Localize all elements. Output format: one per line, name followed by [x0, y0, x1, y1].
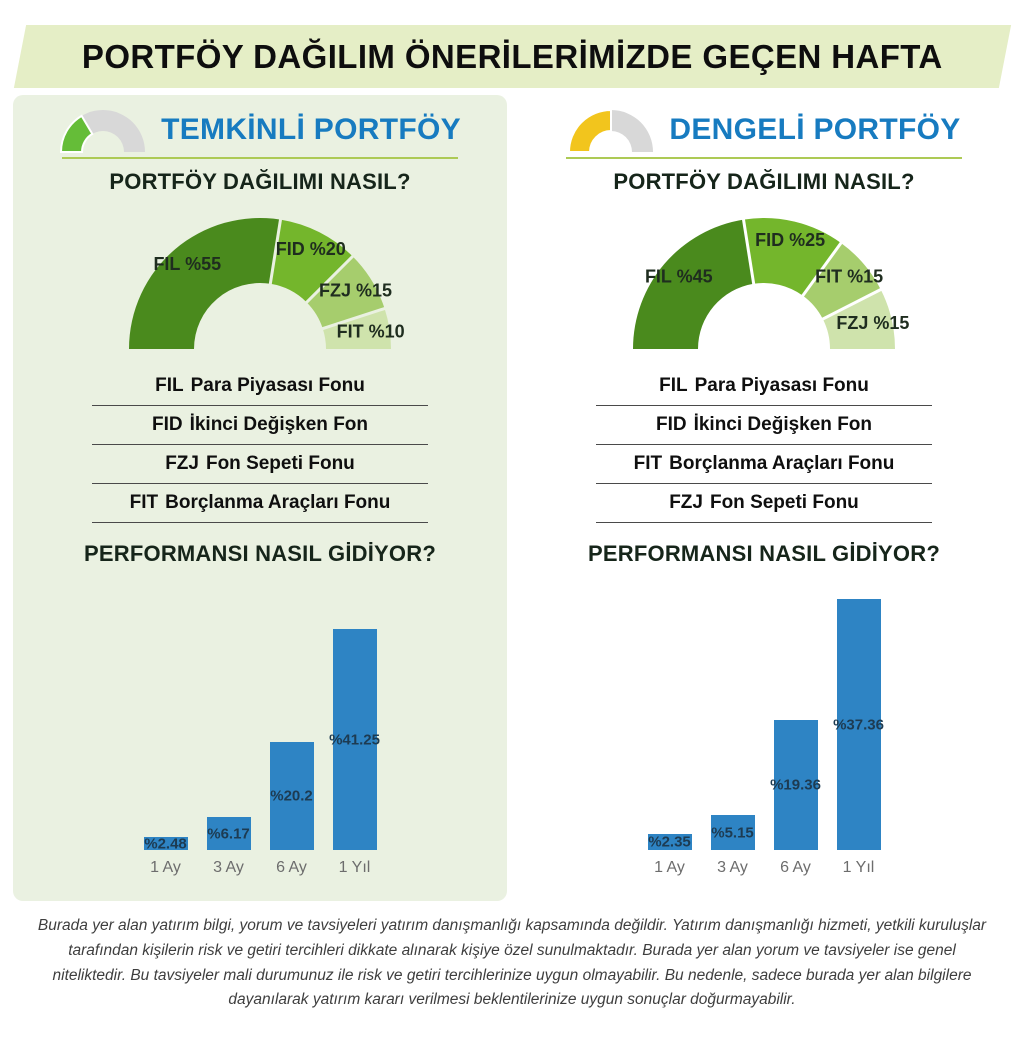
bar-value-label: %20.2 — [270, 787, 313, 805]
donut-segment-label: FZJ %15 — [836, 312, 910, 333]
legend-row-fit — [92, 484, 428, 523]
fund-code: FIL — [155, 375, 184, 396]
bar-6-ay — [270, 742, 314, 850]
axis-tick-label: 6 Ay — [780, 859, 811, 876]
disclaimer-text: Burada yer alan yatırım bilgi, yorum ve tavsiyeleri yatırım danışmanlığı kapsamında değildir. Yatırım danışmanlığı hizmeti, yetkili kuruluşlar tarafından kişilerin risk ve getiri tercihleri dikkate alınarak kişiye özel sunulmaktadır. Burada yer alan yorum ve tavsiyeler ise genel niteliktedir. Bu tavsiyeler mali durumunuz ile risk ve getiri tercihlerinize uygun olmayabilir. Bu nedenle, sadece burada yer alan bilgilere dayanılarak yatırım kararı verilmesi beklentilerinize uygun sonuçlar doğurmayabilir. — [37, 917, 987, 1009]
gauge-value-arc — [569, 110, 611, 152]
bar-1-ay — [648, 834, 692, 850]
fund-code: FIT — [129, 492, 159, 513]
bar-1-yıl — [329, 629, 380, 850]
axis-tick-label: 3 Ay — [717, 859, 748, 876]
donut-chart-temkinli — [100, 207, 420, 357]
donut-chart-dengeli — [604, 207, 924, 357]
fund-name: İkinci Değişken Fon — [189, 414, 369, 435]
donut-segment-label: FID %20 — [275, 239, 346, 260]
bar-value-label: %41.25 — [329, 731, 380, 748]
footer — [0, 914, 1024, 1013]
bar-1-ay — [144, 837, 188, 850]
bar-3-ay — [207, 817, 251, 850]
fund-code: FZJ — [669, 492, 703, 513]
legend-row-fzj — [92, 445, 428, 484]
axis-tick-label: 1 Yıl — [338, 859, 371, 876]
dengeli-title-row — [517, 107, 1011, 153]
donut-segment-label: FIL %55 — [153, 253, 222, 274]
legend-row-fzj — [596, 484, 932, 523]
fund-code: FIL — [659, 375, 688, 396]
bar-value-label: %2.35 — [648, 833, 691, 851]
bar-column — [833, 599, 884, 877]
bar-value-label: %5.15 — [711, 824, 754, 841]
bar-value-label: %6.17 — [207, 825, 250, 842]
donut-segment-label: FIT %15 — [815, 266, 884, 287]
bar-column — [207, 817, 251, 877]
page-title: PORTFÖY DAĞILIM ÖNERİLERİMİZDE GEÇEN HAFTA — [82, 37, 943, 75]
axis-tick-label: 1 Ay — [150, 859, 181, 876]
fund-name: Borçlanma Araçları Fonu — [669, 453, 895, 474]
title-underline — [62, 157, 457, 159]
bar-value-label: %19.36 — [770, 776, 821, 794]
fund-name: Borçlanma Araçları Fonu — [165, 492, 391, 513]
legend-row-fit — [596, 445, 932, 484]
bar-chart-temkinli — [13, 589, 507, 877]
performance-heading: PERFORMANSI NASIL GİDİYOR? — [588, 541, 940, 566]
bar-chart-dengeli — [517, 589, 1011, 877]
temkinli-title-row — [13, 107, 507, 153]
header-banner — [14, 25, 1011, 88]
column-title-dengeli: DENGELİ PORTFÖY — [669, 113, 961, 146]
column-title-temkinli: TEMKİNLİ PORTFÖY — [161, 113, 461, 146]
fund-code: FID — [151, 414, 183, 435]
fund-name: İkinci Değişken Fon — [693, 414, 873, 435]
fund-name: Para Piyasası Fonu — [190, 375, 365, 396]
fund-name: Fon Sepeti Fonu — [709, 492, 859, 513]
axis-tick-label: 1 Yıl — [842, 859, 875, 876]
distribution-heading: PORTFÖY DAĞILIMI NASIL? — [109, 169, 411, 194]
donut-segment-label: FIL %45 — [644, 266, 713, 287]
donut-segment-label: FZJ %15 — [318, 280, 393, 301]
legend-row-fid — [92, 406, 428, 445]
legend-row-fil — [92, 367, 428, 406]
bar-column — [770, 720, 821, 877]
fund-legend-temkinli — [92, 367, 428, 523]
portfolio-columns — [13, 95, 1011, 901]
axis-tick-label: 1 Ay — [654, 859, 685, 876]
legend-row-fil — [596, 367, 932, 406]
bar-column — [711, 815, 755, 877]
bar-column — [329, 629, 380, 877]
bar-value-label: %37.36 — [833, 716, 884, 733]
fund-code: FID — [655, 414, 687, 435]
legend-row-fid — [596, 406, 932, 445]
gauge-icon-green — [59, 107, 147, 154]
fund-name: Para Piyasası Fonu — [694, 375, 869, 396]
distribution-heading: PORTFÖY DAĞILIMI NASIL? — [613, 169, 915, 194]
bar-value-label: %2.48 — [144, 835, 187, 852]
axis-tick-label: 6 Ay — [276, 859, 307, 876]
panel-dengeli — [517, 95, 1011, 901]
fund-legend-dengeli — [596, 367, 932, 523]
gauge-icon-yellow — [567, 107, 655, 154]
fund-code: FIT — [633, 453, 663, 474]
donut-segment-label: FID %25 — [755, 230, 826, 251]
title-underline — [566, 157, 961, 159]
fund-code: FZJ — [165, 453, 199, 474]
bar-6-ay — [770, 720, 821, 850]
axis-tick-label: 3 Ay — [213, 859, 244, 876]
donut-segment-label: FIT %10 — [336, 321, 405, 342]
bar-3-ay — [711, 815, 755, 850]
bar-column — [648, 834, 692, 877]
bar-column — [144, 837, 188, 877]
bar-column — [270, 742, 314, 877]
bar-1-yıl — [833, 599, 884, 850]
fund-name: Fon Sepeti Fonu — [205, 453, 355, 474]
donut-segment — [129, 218, 280, 349]
performance-heading: PERFORMANSI NASIL GİDİYOR? — [84, 541, 436, 566]
panel-temkinli — [13, 95, 507, 901]
